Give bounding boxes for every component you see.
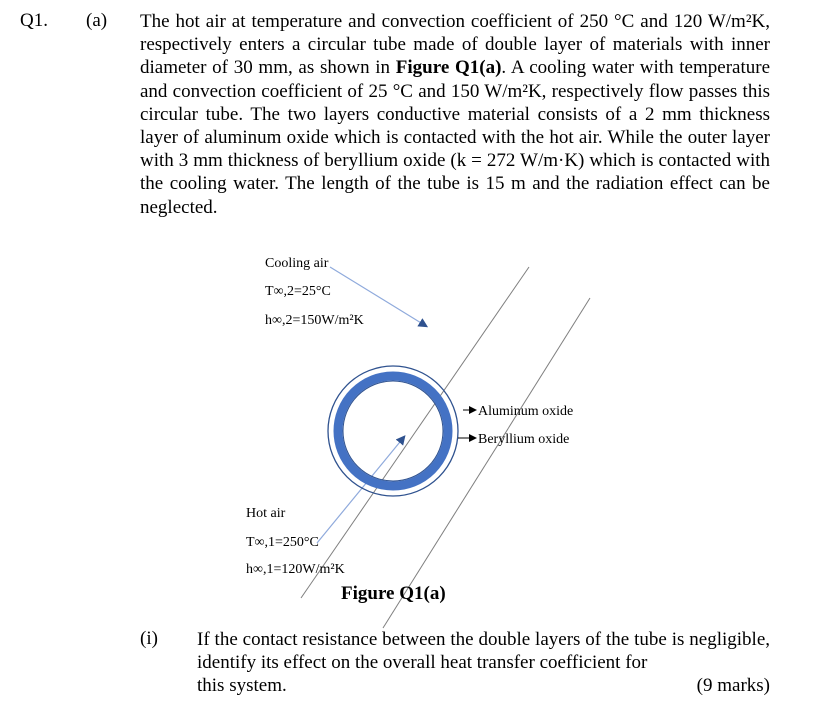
diagonal-line-2 <box>383 298 590 628</box>
hot-air-title: Hot air <box>246 506 286 521</box>
question-part: (a) <box>86 10 108 31</box>
question-number: Q1. <box>20 10 48 31</box>
beryllium-inner-edge <box>343 381 443 481</box>
figure-caption: Figure Q1(a) <box>341 583 446 604</box>
paragraph-segment-2: . A cooling water with temperature and convection coefficient of 25 °C and 150 W/m²K, respectively flow passes this circular tube. The two layers conductive material consists of a 2 mm thickness layer of aluminum oxide which is contacted with the hot air. While the outer layer with 3 mm thickness of beryllium oxide (k = 272 W/m·K) which is contacted with the cooling water. The length of the tube is 15 m and the radiation effect can be neglected. <box>140 57 771 218</box>
cooling-air-temperature: T∞,2=25°C <box>265 284 331 299</box>
subquestion-text <box>197 628 770 698</box>
hot-air-temperature: T∞,1=250°C <box>246 535 319 550</box>
figure-reference: Figure Q1(a) <box>395 57 502 79</box>
outer-thin-ring <box>328 366 458 496</box>
subquestion-main: If the contact resistance between the double layers of the tube is negligible, identify its effect on the overall heat transfer coefficient for <box>197 629 770 674</box>
marks-label: (9 marks) <box>696 675 770 697</box>
hot-air-coefficient: h∞,1=120W/m²K <box>246 562 345 577</box>
subquestion-end: this system. <box>197 675 287 697</box>
beryllium-oxide-label: Beryllium oxide <box>478 432 570 447</box>
subquestion-last-line <box>197 674 770 697</box>
cooling-air-title: Cooling air <box>265 256 329 271</box>
beryllium-oxide-layer <box>338 376 448 486</box>
aluminum-oxide-label: Aluminum oxide <box>478 404 574 419</box>
paragraph-segment-1: The hot air at temperature and convection coefficient of 250 °C and 120 W/m²K, respectively enters a circular tube made of double layer of materials with inner diameter of 30 mm, as shown in <box>140 11 770 79</box>
cooling-air-coefficient: h∞,2=150W/m²K <box>265 313 364 328</box>
subquestion-number: (i) <box>140 628 158 649</box>
